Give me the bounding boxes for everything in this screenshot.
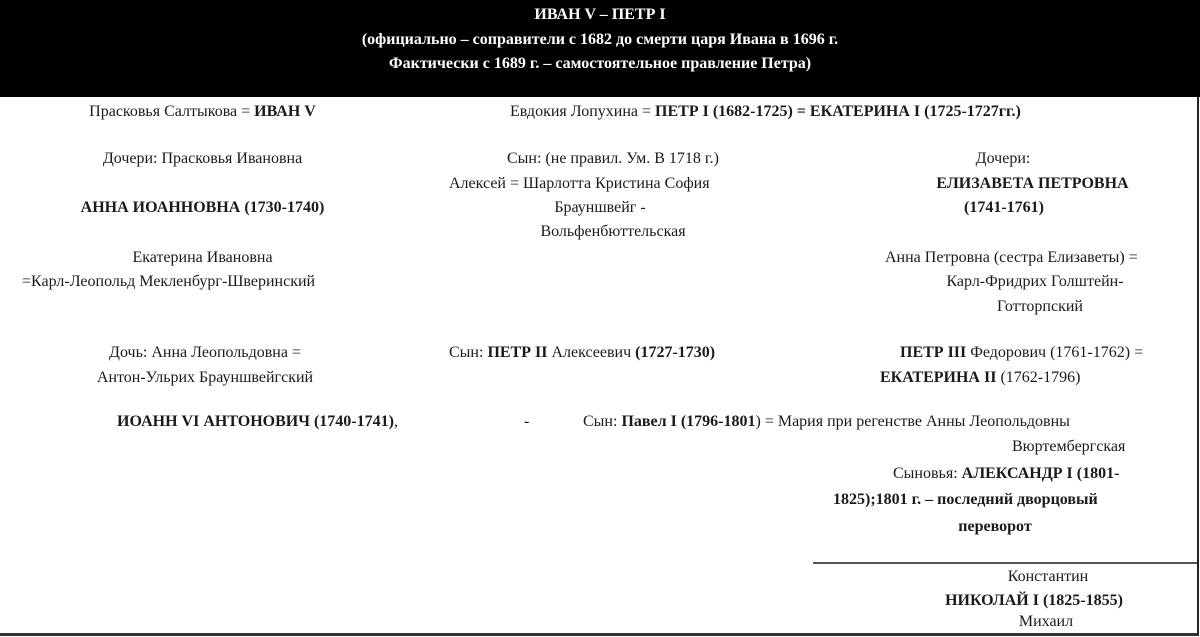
gottorp: Готторпский: [997, 298, 1083, 315]
aleksandr-years: 1825);1801 г. – последний дворцовый: [833, 491, 1098, 508]
karl-leopold: =Карл-Леопольд Мекленбург-Шверинский: [22, 273, 316, 290]
right-daughters: Дочери:: [975, 150, 1031, 167]
aleksandr-line: [893, 464, 1119, 484]
ivan-spouse: Прасковья Салтыкова =: [89, 103, 255, 120]
petr-ii-years: (1727-1730): [635, 344, 716, 361]
anton-ulrich: Антон-Ульрих Брауншвейгский: [96, 369, 314, 386]
sons-label: Сыновья:: [893, 465, 962, 482]
son-label: Сын:: [583, 413, 622, 430]
header-subtitle-1: (официально – соправители с 1682 до смерти царя Ивана в 1696 г.: [361, 31, 839, 48]
wurttemberg: Вюртембергская: [1012, 438, 1126, 455]
header-title: ИВАН V – ПЕТР I: [534, 6, 666, 23]
anna-ioannovna: АННА ИОАННОВНА (1730-1740): [80, 199, 325, 216]
aleksei: Алексей = Шарлотта Кристина София: [449, 175, 710, 192]
ekaterina-ii-line: [880, 368, 1080, 388]
son-label: Сын:: [449, 344, 488, 361]
ivan-daughters: Дочери: Прасковья Ивановна: [102, 150, 303, 167]
petr-iii-line: [900, 343, 1143, 363]
ioann-vi-line: [117, 412, 398, 432]
petr-i: ПЕТР I (1682-1725) = ЕКАТЕРИНА I (1725-1727гг.): [655, 103, 1021, 120]
petr-ii-line: [449, 343, 715, 363]
header-banner: [0, 0, 1200, 97]
ioann-vi: ИОАНН VI АНТОНОВИЧ (1740-1741): [117, 413, 394, 430]
ivan-v-line: [0, 102, 405, 122]
karl-friedrich: Карл-Фридрих Голштейн-: [946, 273, 1124, 290]
evdokia: Евдокия Лопухина =: [510, 103, 656, 120]
comma: ,: [393, 413, 398, 430]
wolfenbuttel: Вольфенбюттельская: [540, 223, 686, 240]
pavel-spouse: ) = Мария при регенстве Анны Леопольдовны: [755, 413, 1070, 430]
aleksandr-i: АЛЕКСАНДР I (1801-: [961, 465, 1120, 482]
pavel-line: [583, 412, 1070, 432]
braunschweig: Брауншвейг -: [554, 199, 646, 216]
anna-petrovna: Анна Петровна (сестра Елизаветы) =: [885, 249, 1138, 266]
ivan-v: ИВАН V: [254, 103, 316, 120]
petr-iii: ПЕТР III: [900, 344, 967, 361]
nikolai-i: НИКОЛАЙ I (1825-1855): [945, 592, 1123, 609]
ekaterina-ii-years: (1762-1796): [996, 369, 1081, 386]
petr-iii-rest: Федорович (1761-1762) =: [966, 344, 1144, 361]
pavel-i: Павел I (1796-1801: [621, 413, 756, 430]
son-note: Сын: (не правил. Ум. В 1718 г.): [507, 150, 719, 167]
header-subtitle-2: Фактически с 1689 г. – самостоятельное правление Петра): [388, 55, 812, 72]
mikhail: Михаил: [1018, 613, 1074, 630]
anna-leopoldovna: Дочь: Анна Леопольдовна =: [109, 344, 301, 361]
patronymic: Алексеевич: [547, 344, 636, 361]
ekaterina-ivanovna: Екатерина Ивановна: [132, 249, 273, 266]
elizaveta: ЕЛИЗАВЕТА ПЕТРОВНА: [936, 175, 1129, 192]
perevorot: переворот: [958, 518, 1032, 535]
konstantin: Константин: [1007, 568, 1089, 585]
petr-i-line: [510, 102, 1021, 122]
petr-ii: ПЕТР II: [487, 344, 548, 361]
elizaveta-years: (1741-1761): [964, 199, 1044, 216]
divider-line: [813, 562, 1197, 564]
dash: -: [524, 413, 530, 430]
ekaterina-ii: ЕКАТЕРИНА II: [880, 369, 997, 386]
